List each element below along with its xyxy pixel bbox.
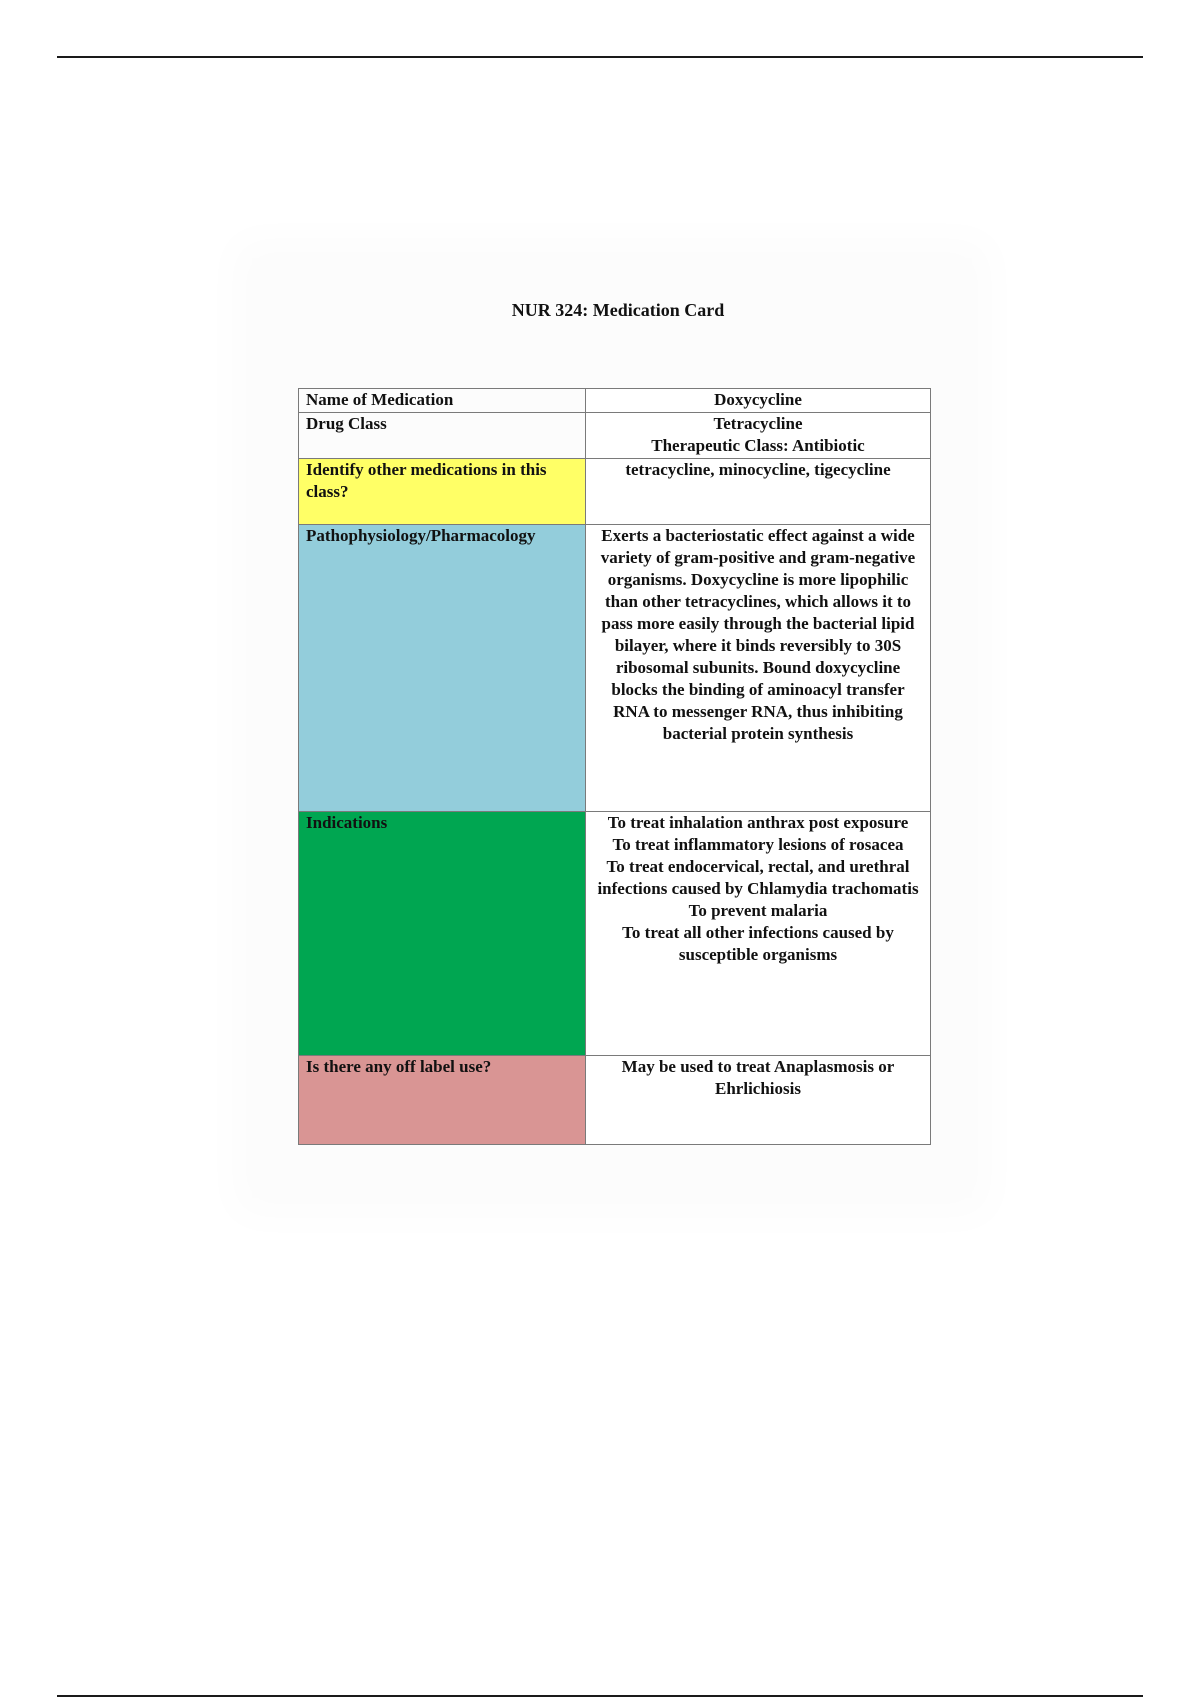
page-title: NUR 324: Medication Card xyxy=(511,300,725,320)
value-line: To prevent malaria xyxy=(688,901,828,920)
top-rule xyxy=(57,56,1143,58)
table-row-drug-class xyxy=(299,413,931,459)
row-value xyxy=(586,413,931,459)
medication-card-table xyxy=(298,388,931,1145)
row-label: Drug Class xyxy=(299,413,586,459)
value-line: To treat inhalation anthrax post exposure xyxy=(607,813,909,832)
value-line: Therapeutic Class: Antibiotic xyxy=(651,436,865,455)
table-row-off-label-use xyxy=(299,1056,931,1145)
row-label: Identify other medications in this class? xyxy=(299,459,586,525)
table-row-indications xyxy=(299,812,931,1056)
row-value xyxy=(586,1056,931,1145)
table-row-other-medications xyxy=(299,459,931,525)
value-line: Doxycycline xyxy=(714,390,802,409)
table-row-pathophysiology xyxy=(299,525,931,812)
row-label: Name of Medication xyxy=(299,389,586,413)
value-line: To treat inflammatory lesions of rosacea xyxy=(612,835,904,854)
table-row-medication-name xyxy=(299,389,931,413)
row-label: Pathophysiology/Pharmacology xyxy=(299,525,586,812)
row-value xyxy=(586,812,931,1056)
value-line: To treat endocervical, rectal, and urethral infections caused by Chlamydia trachomatis xyxy=(597,857,919,898)
row-value xyxy=(586,459,931,525)
row-label: Indications xyxy=(299,812,586,1056)
row-value xyxy=(586,389,931,413)
value-line: Tetracycline xyxy=(713,414,803,433)
bottom-rule xyxy=(57,1695,1143,1697)
value-line: To treat all other infections caused by susceptible organisms xyxy=(622,923,894,964)
row-value xyxy=(586,525,931,812)
row-label: Is there any off label use? xyxy=(299,1056,586,1145)
value-line: May be used to treat Anaplasmosis or Ehrlichiosis xyxy=(621,1057,895,1098)
value-line: tetracycline, minocycline, tigecycline xyxy=(625,460,891,479)
value-line: Exerts a bacteriostatic effect against a wide variety of gram-positive and gram-negative organisms. Doxycycline is more lipophilic than other tetracyclines, which allows it to pass more easily through the bacterial lipid bilayer, where it binds reversibly to 30S ribosomal subunits. Bound doxycycline blocks the binding of aminoacyl transfer RNA to messenger RNA, thus inhibiting bacterial protein synthesis xyxy=(600,526,916,743)
